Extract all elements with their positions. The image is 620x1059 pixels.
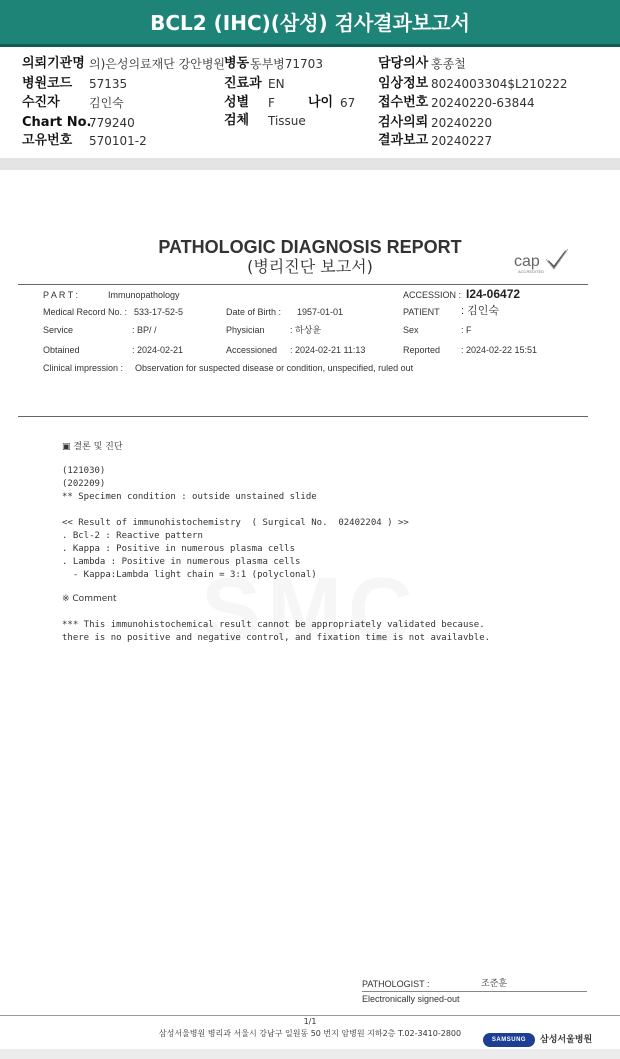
service-label: Service [43,325,74,335]
age-label: 나이 [308,95,334,110]
receipt-label: 접수번호 [378,95,429,110]
pathologist-name: 조준훈 [481,978,508,988]
comment-title: ※ Comment [62,594,117,604]
dept-value: EN [268,77,285,91]
cap-accredited-logo [510,247,570,279]
sex-label: 성별 [224,95,250,110]
physician-label: Physician [226,325,265,335]
diagnosis-line: (202209) [62,479,106,489]
report-subheading: (병리진단 보고서) [247,257,373,276]
clinical-info-label: 임상정보 [378,76,429,91]
clinical-info-value: 8024003304$L210222 [431,77,568,91]
receipt-value: 20240220-63844 [431,96,535,110]
unique-no-value: 570101-2 [89,134,147,148]
specimen-label: 검체 [224,113,250,128]
report-title-bar [0,0,620,47]
doctor-value: 홍종철 [431,57,466,71]
dob-label: Date of Birth : [226,307,282,317]
chart-no-value: 779240 [89,116,135,130]
hospital-name: 삼성서울병원 [540,1035,593,1045]
institution-value: 의)은성의료재단 강안병원 [89,57,226,71]
page-title: BCL2 (IHC)(삼성) 검사결과보고서 [150,11,470,35]
ward-value: 동부병71703 [250,57,323,71]
diagnosis-line: << Result of immunohistochemistry ( Surgical No. 02402204 ) >> [62,518,409,528]
dob-value: 1957-01-01 [297,307,344,317]
doctor-label: 담당의사 [378,56,429,71]
diagnosis-line: - Kappa:Lambda light chain = 3:1 (polyclonal) [62,570,317,580]
obtained-label: Obtained [43,345,80,355]
report-header-rule-top [18,284,588,285]
sex-value: F [268,96,275,110]
obtained-value: : 2024-02-21 [132,345,184,355]
clinical-impression-label: Clinical impression : [43,363,124,373]
report-sex-label: Sex [403,325,419,335]
diagnosis-line: ** Specimen condition : outside unstained slide [62,492,317,502]
accession-label: ACCESSION : [403,290,462,300]
service-value: : BP/ / [132,325,157,335]
cap-logo-text: cap [514,253,540,270]
footer-rule [0,1015,620,1016]
mrn-value: 533-17-52-5 [134,307,184,317]
diagnosis-line: . Kappa : Positive in numerous plasma cells [62,544,295,554]
test-request-value: 20240220 [431,116,493,130]
bottom-band [0,1049,620,1059]
institution-label: 의뢰기관명 [22,56,85,71]
comment-line: *** This immunohistochemical result cannot be appropriately validated because. [62,620,485,630]
age-value: 67 [340,96,356,110]
physician-value: : 하상윤 [290,325,322,335]
section-divider-band [0,158,620,170]
hospital-code-label: 병원코드 [22,76,73,91]
result-report-label: 결과보고 [378,133,429,148]
result-report-value: 20240227 [431,134,493,148]
test-request-label: 검사의뢰 [378,115,429,130]
diagnosis-line: (121030) [62,466,106,476]
footer-address: 삼성서울병원 병리과 서울시 강남구 일원동 50 번지 암병원 지하2층 T.02-3410-2800 [158,1029,462,1038]
diagnosis-section-title: ▣ 결론 및 진단 [62,442,123,452]
patient-value: 김인숙 [89,96,124,110]
hospital-code-value: 57135 [89,77,128,91]
report-heading: PATHOLOGIC DIAGNOSIS REPORT [158,237,462,257]
accession-value: I24-06472 [466,287,521,301]
signature-rule [362,991,587,992]
report-patient-label: PATIENT [403,307,440,317]
specimen-value: Tissue [268,114,306,128]
report-header-rule-bottom [18,416,588,417]
cap-logo-subtext: ACCREDITED [518,269,545,274]
patient-label: 수진자 [22,95,60,110]
unique-no-label: 고유번호 [22,133,73,148]
diagnosis-line: . Lambda : Positive in numerous plasma cells [62,557,301,567]
accessioned-label: Accessioned [226,345,278,355]
order-info-panel [0,47,620,165]
report-patient-value: : 김인숙 [461,305,499,317]
mrn-label: Medical Record No. : [43,307,128,317]
electronic-signature-note: Electronically signed-out [362,994,460,1004]
reported-value: : 2024-02-22 15:51 [461,345,538,355]
report-sex-value: : F [461,325,472,335]
diagnosis-line: . Bcl-2 : Reactive pattern [62,531,203,541]
page-number: 1/1 [303,1017,317,1026]
clinical-impression-value: Observation for suspected disease or condition, unspecified, ruled out [135,363,414,373]
ward-label: 병동 [224,56,250,71]
pathologist-label: PATHOLOGIST : [362,979,430,989]
accessioned-value: : 2024-02-21 11:13 [290,345,366,355]
comment-line: there is no positive and negative control, and fixation time is not availavble. [62,633,491,643]
reported-label: Reported [403,345,441,355]
dept-label: 진료과 [224,76,262,91]
samsung-logo: SAMSUNG [483,1033,535,1047]
chart-no-label: Chart No. [22,115,92,130]
part-label: P A R T : [43,290,79,300]
part-value: Immunopathology [108,290,180,300]
